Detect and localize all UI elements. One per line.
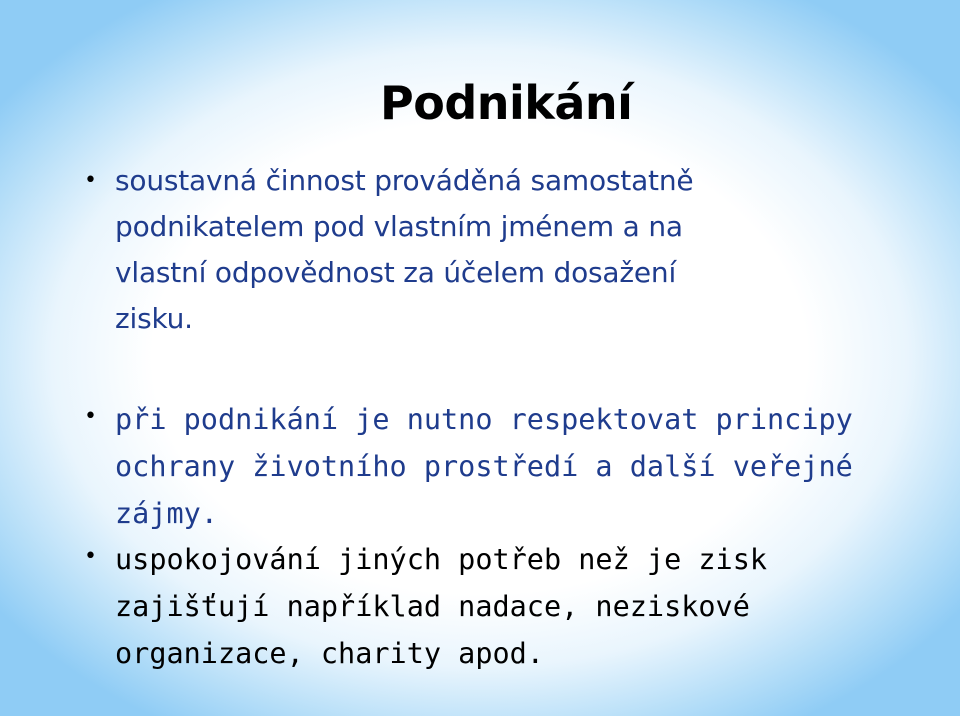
bullet-text (115, 158, 945, 342)
bullet-line: organizace, charity apod. (115, 637, 544, 670)
bullet-line: uspokojování jiných potřeb než je zisk (115, 543, 768, 576)
bullet-dot-icon: • (84, 404, 97, 429)
bullet-line: podnikatelem pod vlastním jménem a na (115, 210, 683, 243)
bullet-line: ochrany životního prostředí a další veřejné (115, 450, 853, 483)
bullet-dot-icon: • (84, 544, 97, 569)
slide-title: Podnikání (380, 76, 633, 130)
bullet-line: zájmy. (115, 497, 218, 530)
bullet-line: soustavná činnost prováděná samostatně (115, 164, 694, 197)
bullet-text (115, 396, 945, 537)
bullet-line: vlastní odpovědnost za účelem dosažení (115, 256, 677, 289)
bullet-line: při podnikání je nutno respektovat principy (115, 403, 853, 436)
bullet-line: zisku. (115, 302, 193, 335)
bullet-text (115, 536, 945, 677)
bullet-line: zajišťují například nadace, neziskové (115, 590, 750, 623)
bullet-dot-icon: • (84, 168, 97, 193)
